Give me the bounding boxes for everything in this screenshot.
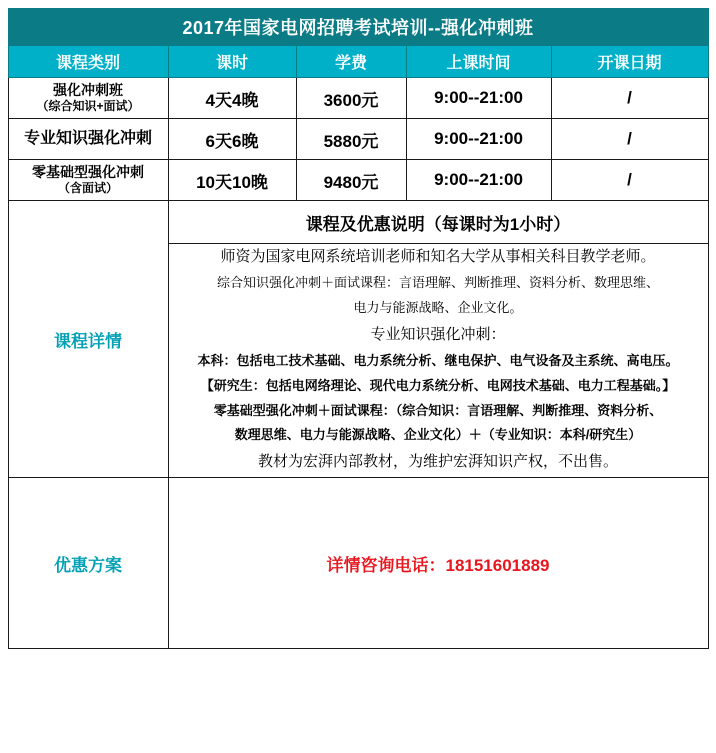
detail-body — [168, 244, 708, 478]
column-header-time: 上课时间 — [406, 46, 551, 78]
course-hours: 4天4晚 — [168, 78, 296, 119]
course-fee: 3600元 — [296, 78, 406, 119]
page-title: 2017年国家电网招聘考试培训--强化冲刺班 — [8, 9, 708, 46]
promo-row — [8, 478, 708, 649]
detail-line: 本科：包括电工技术基础、电力系统分析、继电保护、电气设备及主系统、高电压。 — [197, 353, 679, 368]
detail-line: 【研究生：包括电网络理论、现代电力系统分析、电网技术基础、电力工程基础。】 — [200, 377, 676, 393]
detail-line: 数理思维、电力与能源战略、企业文化）＋（专业知识：本科/研究生） — [234, 427, 642, 443]
course-category-main: 零基础型强化冲刺 — [32, 163, 144, 180]
detail-side-label: 课程详情 — [8, 201, 168, 478]
header-row — [8, 46, 708, 78]
course-fee: 9480元 — [296, 160, 406, 201]
promo-phone: 详情咨询电话：18151601889 — [326, 555, 550, 575]
column-header-start-date: 开课日期 — [551, 46, 708, 78]
course-category — [8, 78, 168, 119]
course-start-date: / — [551, 160, 708, 201]
course-category-sub: （含面试） — [57, 181, 118, 196]
course-category — [8, 160, 168, 201]
course-table — [8, 8, 709, 649]
course-start-date: / — [551, 78, 708, 119]
detail-heading-row — [8, 201, 708, 244]
course-start-date: / — [551, 119, 708, 160]
column-header-category: 课程类别 — [8, 46, 168, 78]
table-row — [8, 119, 708, 160]
detail-line: 电力与能源战略、企业文化。 — [353, 300, 523, 315]
detail-line: 综合知识强化冲刺＋面试课程：言语理解、判断推理、资料分析、数理思维、 — [216, 275, 659, 291]
table-row — [8, 160, 708, 201]
table-row — [8, 78, 708, 119]
detail-line: 零基础型强化冲刺＋面试课程：（综合知识：言语理解、判断推理、资料分析、 — [213, 402, 663, 418]
column-header-hours: 课时 — [168, 46, 296, 78]
course-fee: 5880元 — [296, 119, 406, 160]
title-row — [8, 9, 708, 46]
course-hours: 10天10晚 — [168, 160, 296, 201]
course-category-main: 专业知识强化冲刺 — [23, 130, 152, 147]
flyer-page — [0, 8, 716, 753]
course-category — [8, 119, 168, 160]
detail-line: 专业知识强化冲刺： — [370, 325, 506, 343]
course-hours: 6天6晚 — [168, 119, 296, 160]
course-time: 9:00--21:00 — [406, 78, 551, 119]
course-category-sub: （综合知识+面试） — [36, 99, 140, 114]
course-time: 9:00--21:00 — [406, 119, 551, 160]
promo-body — [168, 478, 708, 649]
promo-side-label: 优惠方案 — [8, 478, 168, 649]
detail-line: 教材为宏湃内部教材，为维护宏湃知识产权，不出售。 — [257, 453, 618, 470]
detail-heading: 课程及优惠说明（每课时为1小时） — [168, 201, 708, 244]
course-category-main: 强化冲刺班 — [53, 81, 123, 98]
column-header-fee: 学费 — [296, 46, 406, 78]
course-time: 9:00--21:00 — [406, 160, 551, 201]
detail-line: 师资为国家电网系统培训老师和知名大学从事相关科目教学老师。 — [220, 248, 656, 265]
